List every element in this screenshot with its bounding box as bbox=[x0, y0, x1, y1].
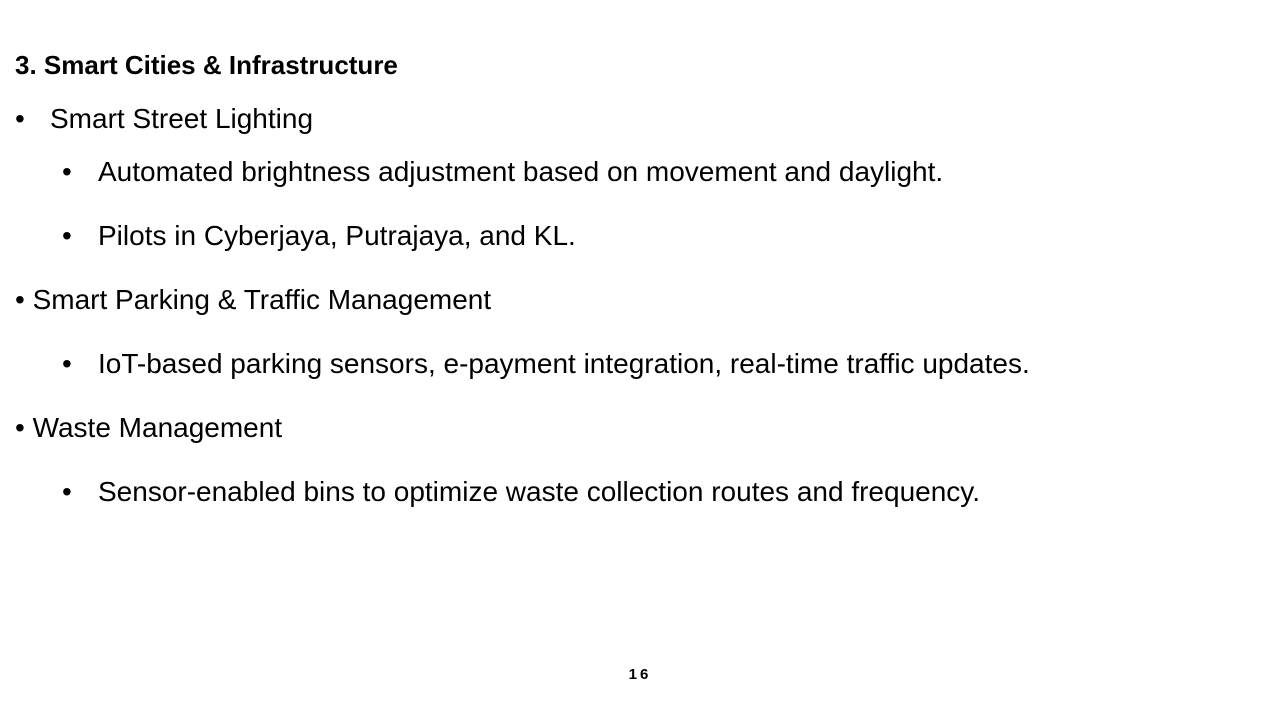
bullet-heading-waste-management: • Waste Management bbox=[15, 412, 283, 443]
sub-bullet-brightness: Automated brightness adjustment based on movement and daylight. bbox=[98, 156, 944, 187]
bullet-heading-parking-traffic: • Smart Parking & Traffic Management bbox=[15, 284, 492, 315]
sub-bullet-pilots: Pilots in Cyberjaya, Putrajaya, and KL. bbox=[98, 220, 576, 251]
bullet-icon: • bbox=[15, 103, 25, 134]
bullet-heading-street-lighting: Smart Street Lighting bbox=[50, 103, 314, 134]
sub-bullet-parking-sensors: IoT-based parking sensors, e-payment integration, real-time traffic updates. bbox=[98, 348, 1030, 379]
bullet-icon: • bbox=[62, 220, 72, 251]
bullet-icon: • bbox=[62, 476, 72, 507]
page-number: 16 bbox=[628, 666, 652, 683]
sub-bullet-sensor-bins: Sensor-enabled bins to optimize waste collection routes and frequency. bbox=[98, 476, 980, 507]
slide-title: 3. Smart Cities & Infrastructure bbox=[15, 50, 398, 80]
bullet-icon: • bbox=[62, 156, 72, 187]
bullet-icon: • bbox=[62, 348, 72, 379]
